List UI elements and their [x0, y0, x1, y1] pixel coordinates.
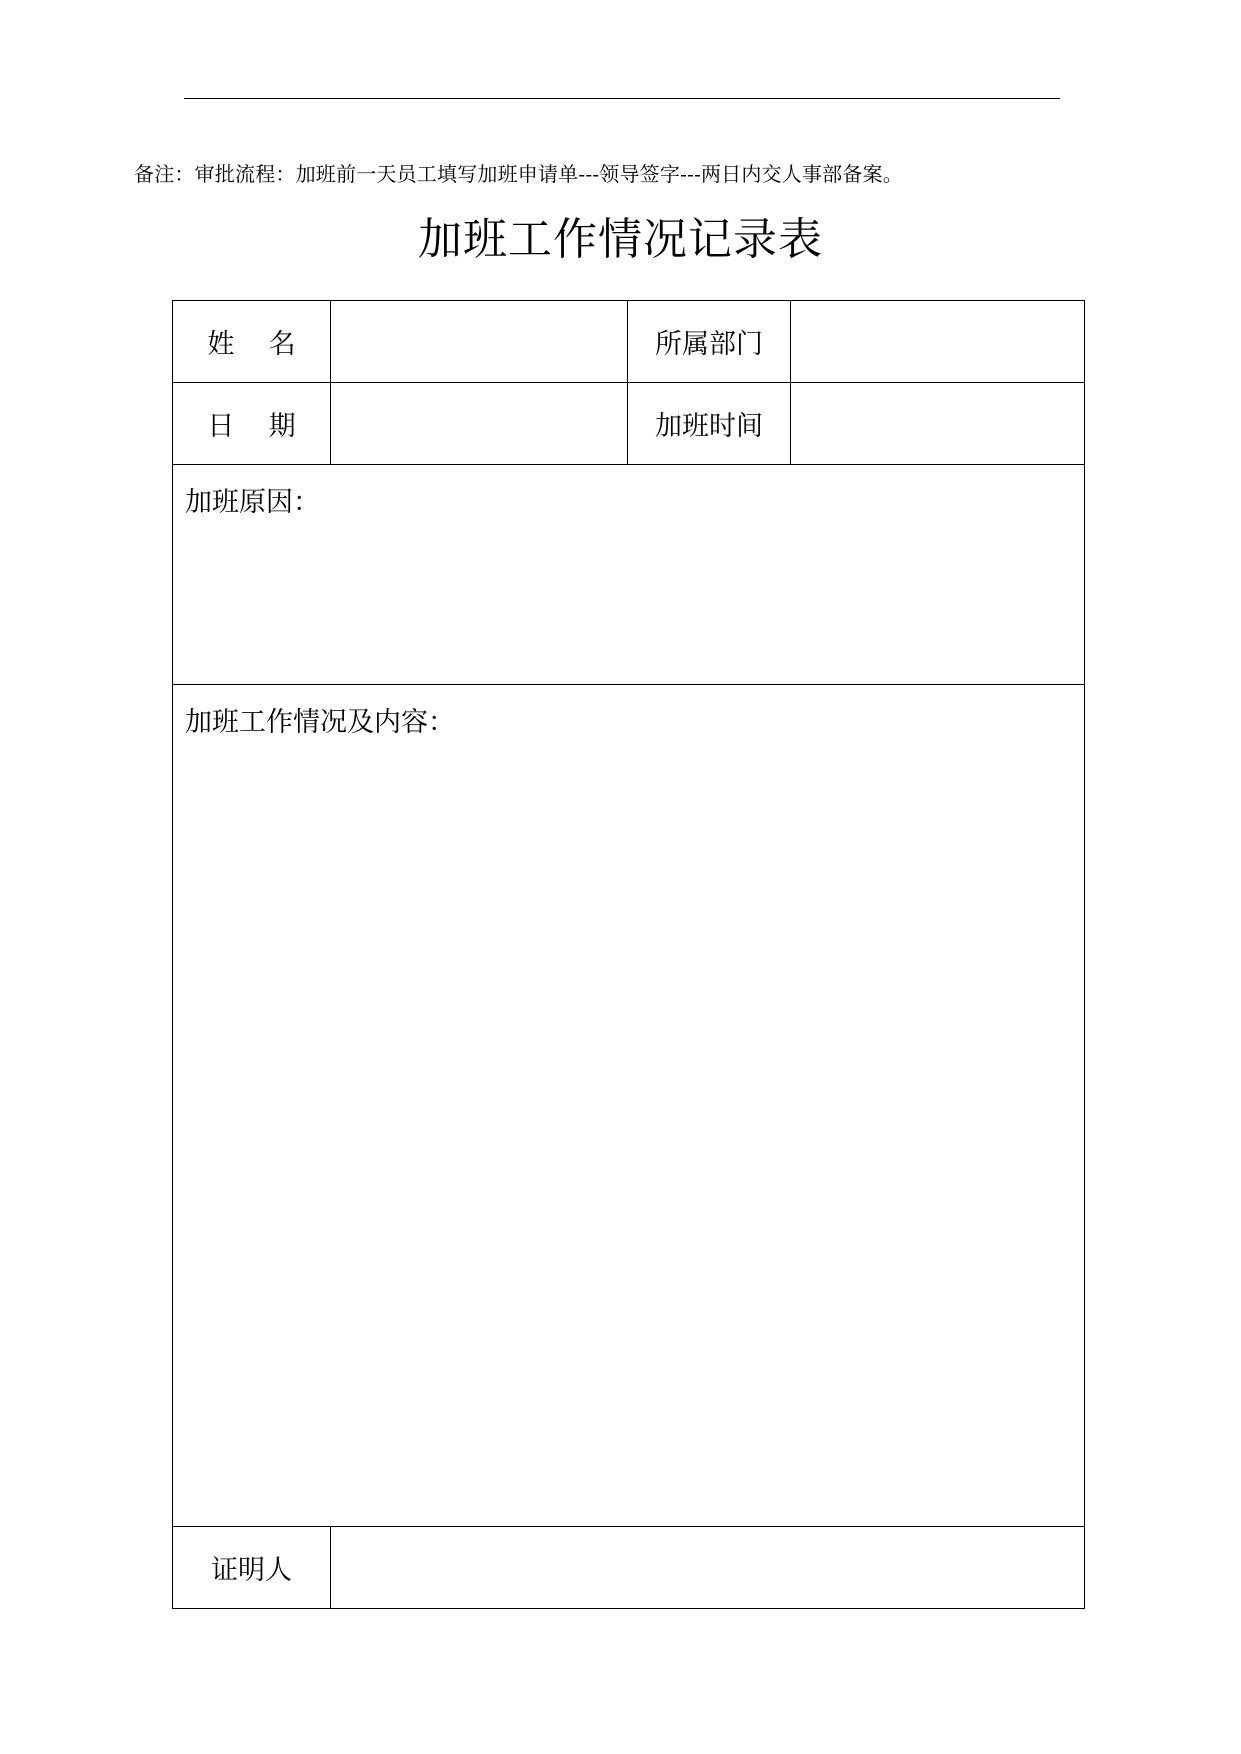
document-title: 加班工作情况记录表	[418, 214, 823, 265]
witness-field[interactable]	[331, 1527, 1085, 1609]
witness-label: 证明人	[173, 1527, 331, 1609]
date-label: 日 期	[173, 383, 331, 465]
department-field[interactable]	[791, 301, 1085, 383]
reason-field[interactable]	[173, 521, 1084, 541]
header-rule	[184, 98, 1060, 99]
name-label: 姓 名	[173, 301, 331, 383]
overtime-hours-label: 加班时间	[628, 383, 791, 465]
date-field[interactable]	[331, 383, 628, 465]
content-field[interactable]	[173, 741, 1084, 761]
reason-label: 加班原因：	[185, 487, 320, 518]
content-block[interactable]	[173, 685, 1085, 1527]
content-label: 加班工作情况及内容：	[185, 707, 455, 738]
reason-block[interactable]	[173, 465, 1085, 685]
name-field[interactable]	[331, 301, 628, 383]
form-row-name	[173, 301, 1085, 383]
form-row-date	[173, 383, 1085, 465]
department-label: 所属部门	[628, 301, 791, 383]
remark-text: 备注：审批流程：加班前一天员工填写加班申请单---领导签字---两日内交人事部备案。	[134, 162, 903, 186]
overtime-hours-field[interactable]	[791, 383, 1085, 465]
form-row-witness	[173, 1527, 1085, 1609]
form-row-content	[173, 685, 1085, 1527]
overtime-record-form	[172, 300, 1085, 1609]
form-row-reason	[173, 465, 1085, 685]
